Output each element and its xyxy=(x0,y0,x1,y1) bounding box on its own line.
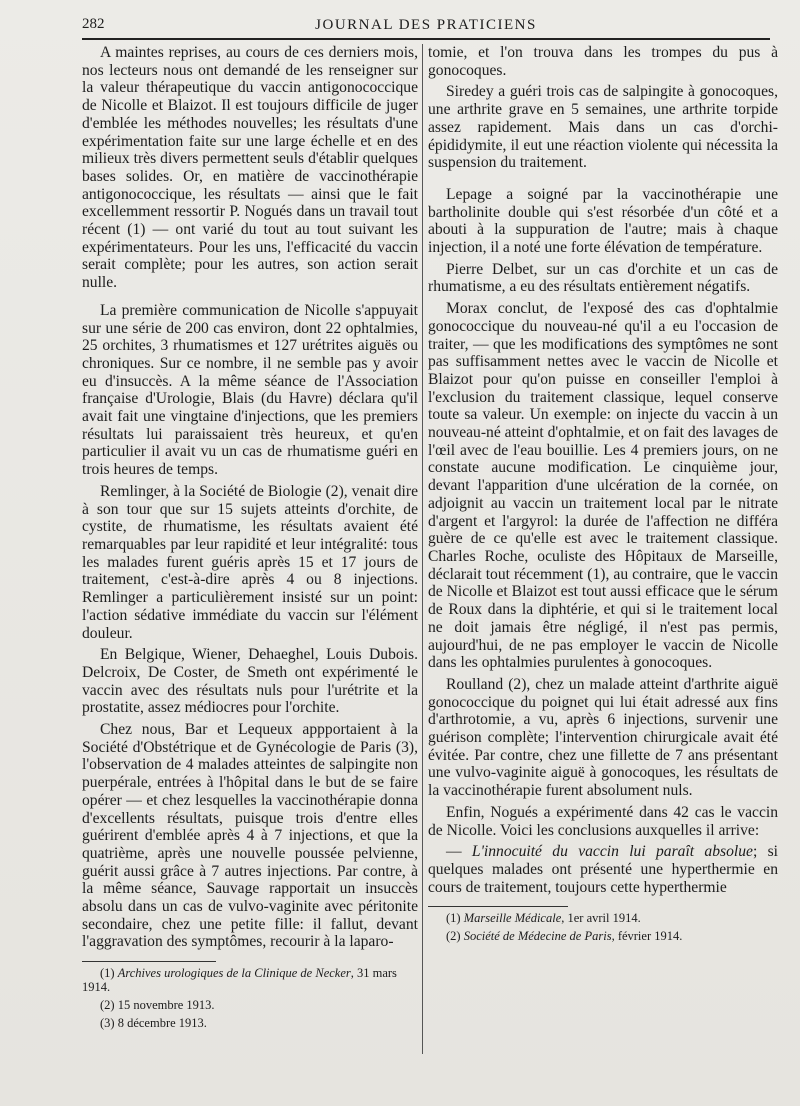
paragraph: La première communication de Nicolle s'appuyait sur une série de 200 cas environ, dont 22 ophtalmies, 25 orchites, 3 rhumatismes et 127 urétrites aiguës ou chroniques. Sur ce nombre, il ne semble pas y avoir eu d'insuccès. A la même séance de l'Association française d'Urologie, Blais (du Havre) déclara qu'il avait fait une vingtaine d'injections, que les premiers résultats lui paraissaient très heureux, et qu'en particulier il avait vu un cas de rhumatisme guéri en trois heures de temps. xyxy=(82,301,418,479)
footnote: (3) 8 décembre 1913. xyxy=(100,1016,207,1031)
footnote-source: Société de Médecine de Paris xyxy=(463,929,612,944)
paragraph: tomie, et l'on trouva dans les trompes du pus à gonocoques. xyxy=(428,44,778,79)
footnote: (1) Archives urologiques de la Clinique de Necker, 31 mars 1914. xyxy=(82,966,397,995)
footnote: (1) Marseille Médicale, 1er avril 1914. xyxy=(446,911,641,926)
footnote-text: , 1er avril 1914. xyxy=(561,911,641,926)
paragraph: Remlinger, à la Société de Biologie (2), venait dire à son tour que sur 15 sujets atteints d'orchite, de cystite, de rhumatisme, les résultats avaient été remarquables par leur rapidité et leur intégralité: tous les malades furent guéris après 15 et 17 jours de traitement, c'est-à-dire après 4 ou 8 injections. Remlinger a particulièrement insisté sur un point: l'action sédative immédiate du vaccin sur l'élément douleur. xyxy=(82,482,418,642)
footnote-rule xyxy=(82,961,216,962)
page-number: 282 xyxy=(82,16,105,32)
paragraph: A maintes reprises, au cours de ces derniers mois, nos lecteurs nous ont demandé de les renseigner sur la valeur thérapeutique du vaccin antigonococcique de Nicolle et Blaizot. Il est toujours difficile de juger d'emblée les méthodes nouvelles; les résultats d'une expérimentation faite sur une large échelle et en des milieux très divers permettent seuls d'établir quelques bases solides. Or, en matière de vaccinothérapie antigonococcique, les résultats — ainsi que le fait excellemment ressortir P. Nogués dans un travail tout récent (1) — ont varié du tout au tout suivant les expérimentateurs. Pour les uns, l'efficacité du vaccin serait complète; pour les autres, son action serait nulle. xyxy=(82,44,418,292)
footnote-source: Archives urologiques de la Clinique de Necker xyxy=(117,966,351,981)
emphasis-text: L'innocuité du vaccin lui paraît absolue xyxy=(471,843,753,861)
paragraph: Morax conclut, de l'exposé des cas d'ophtalmie gonococcique du nouveau-né qu'il a eu l'occasion de traiter, — que les modifications des symptômes ne sont pas suffisamment nettes avec le vaccin de Nicolle et Blaizot pour qu'on puisse en conseiller l'emploi à l'exclusion du traitement classique, lequel conserve toute sa valeur. Un exemple: on injecte du vaccin à un nouveau-né atteint d'ophtalmie, et on fait des lavages de l'œil avec de l'eau bouillie. Les 4 premiers jours, on ne constate aucune modification. Le cinquième jour, devant l'apparition d'une ulcération de la cornée, on adjoignit au vaccin un traitement local par le nitrate d'argent et l'argyrol: la durée de l'affection ne différa guère de ce qu'elle est avec le traitement classique. Charles Roche, oculiste des Hôpitaux de Marseille, déclarait tout récemment (1), au contraire, que le vaccin de Nicolle et Blaizot est tout aussi efficace que le sérum de Roux dans la diphtérie, et qui si le traitement local ne doit jamais être négligé, il n'est pas permis, aujourd'hui, de ne pas employer le vaccin de Nicolle dans les ophtalmies purulentes à gonocoques. xyxy=(428,300,778,672)
paragraph: Roulland (2), chez un malade atteint d'arthrite aiguë gonococcique du poignet qui lui était adressé aux fins d'arthrotomie, a vu, après 6 injections, survenir une guérison complète; l'intervention chirurgicale avait été évitée. Par contre, chez une fillette de 7 ans présentant une vulvo-vaginite aiguë à gonocoques, les résultats de la vaccinothérapie furent absolument nuls. xyxy=(428,675,778,800)
paragraph: En Belgique, Wiener, Dehaeghel, Louis Dubois. Delcroix, De Coster, de Smeth ont expérimenté le vaccin avec des résultats nuls pour l'urétrite et la prostatite, assez médiocres pour l'orchite. xyxy=(82,646,418,717)
footnote: (2) Société de Médecine de Paris, février 1914. xyxy=(446,929,683,944)
paragraph: — L'innocuité du vaccin lui paraît absolue; si quelques malades ont présenté une hyperthermie en cours de traitement, toujours cette hyperthermie xyxy=(428,843,778,896)
right-column xyxy=(428,44,778,1060)
paragraph: Enfin, Nogués a expérimenté dans 42 cas le vaccin de Nicolle. Voici les conclusions auxquelles il arrive: xyxy=(428,803,778,839)
footnote-rule xyxy=(428,906,568,907)
paragraph: Pierre Delbet, sur un cas d'orchite et un cas de rhumatisme, a eu des résultats entièrement négatifs. xyxy=(428,260,778,296)
left-column xyxy=(82,44,418,1060)
footnote-source: Marseille Médicale xyxy=(463,911,562,926)
footnote: (2) 15 novembre 1913. xyxy=(100,998,215,1013)
footnote-text: , février 1914. xyxy=(611,929,683,944)
paragraph: Siredey a guéri trois cas de salpingite à gonocoques, une arthrite grave en 5 semaines, une arthrite torpide assez rapidement. Mais dans un cas d'orchi-épididymite, il eut une réaction violente qui nécessita la suspension du traitement. xyxy=(428,83,778,172)
paragraph: Lepage a soigné par la vaccinothérapie une bartholinite double qui s'est résorbée d'un côté et a abouti à la suppuration de l'autre; mais à chaque injection, il a noté une forte élévation de température. xyxy=(428,185,778,257)
header-rule xyxy=(82,38,770,40)
footnote-text: , 31 mars 1914. xyxy=(82,966,397,995)
page-header xyxy=(82,14,770,36)
paragraph: Chez nous, Bar et Lequeux appportaient à la Société d'Obstétrique et de Gynécologie de Paris (3), l'observation de 4 malades atteintes de salpingite non puerpérale, entrées à l'hôpital dans le but de se faire opérer — et chez lesquelles la vaccinothérapie donna d'excellents résultats, puisque trois d'entre elles guérirent d'emblée après 4 à 7 injections, et que la quatrième, après une nouvelle poussée pelvienne, guérit aussi grâce à 7 autres injections. Par contre, à la même séance, Sauvage rapportait un insuccès absolu dans un cas de vulvo-vaginite avec péritonite secondaire, chez une petite fille: il fallut, devant l'aggravation des symptômes, recourir à la laparo- xyxy=(82,721,418,951)
running-title: JOURNAL DES PRATICIENS xyxy=(315,16,537,33)
column-divider xyxy=(422,44,423,1054)
paragraph-text: ; si quelques malades ont présenté une hyperthermie en cours de traitement, toujours cette hyperthermie xyxy=(428,843,778,896)
